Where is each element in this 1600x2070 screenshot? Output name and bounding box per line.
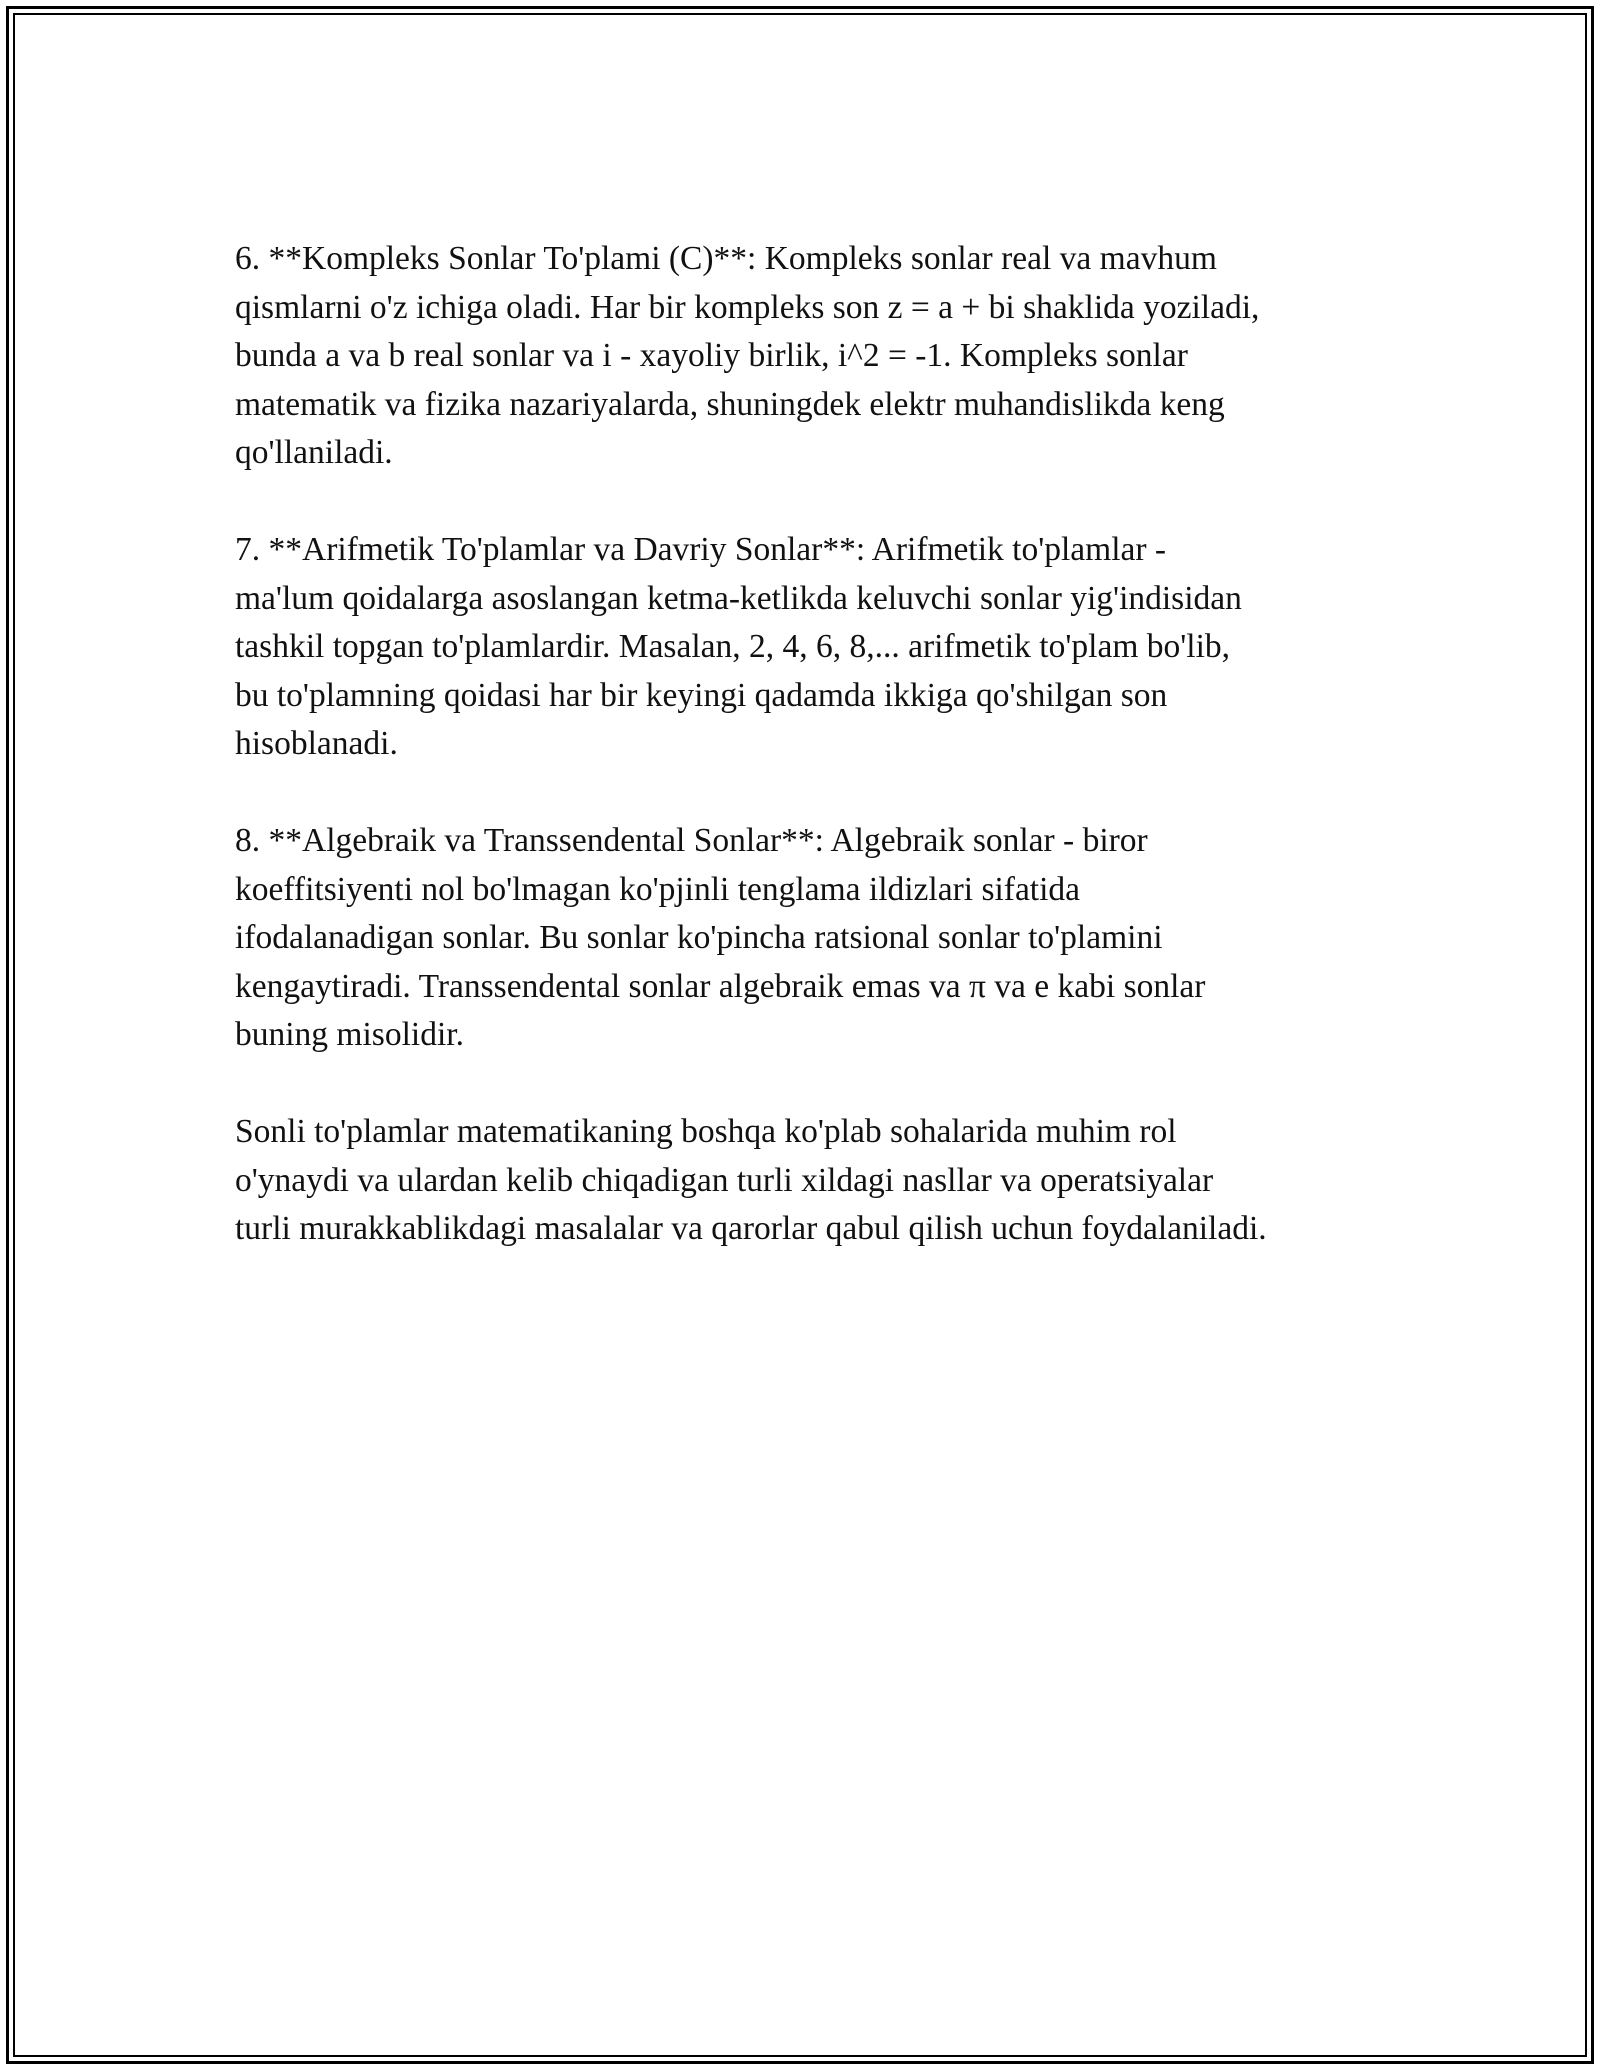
text-line: Sonli to'plamlar matematikaning boshqa ko'plab sohalarida muhim rol — [235, 1113, 1177, 1150]
paragraph-conclusion — [235, 1108, 1385, 1254]
text-line: ma'lum qoidalarga asoslangan ketma-ketlikda keluvchi sonlar yig'indisidan — [235, 579, 1242, 617]
text-line: hisoblanadi. — [235, 725, 398, 762]
text-line: bunda a va b real sonlar va i - xayoliy birlik, i^2 = -1. Kompleks sonlar — [235, 337, 1188, 374]
text-line: bu to'plamning qoidasi har bir keyingi qadamda ikkiga qo'shilgan son — [235, 676, 1168, 714]
text-line: o'ynaydi va ulardan kelib chiqadigan turli xildagi nasllar va operatsiyalar — [235, 1161, 1214, 1199]
text-line: koeffitsiyenti nol bo'lmagan ko'pjinli tenglama ildizlari sifatida — [235, 870, 1081, 908]
text-line: 6. **Kompleks Sonlar To'plami (C)**: Kompleks sonlar real va mavhum — [235, 240, 1217, 277]
text-line: 7. **Arifmetik To'plamlar va Davriy Sonlar**: Arifmetik to'plamlar - — [235, 531, 1167, 568]
text-line: tashkil topgan to'plamlardir. Masalan, 2, 4, 6, 8,... arifmetik to'plam bo'lib, — [235, 628, 1231, 665]
text-line: matematik va fizika nazariyalarda, shuningdek elektr muhandislikda keng — [235, 385, 1225, 423]
text-line: 8. **Algebraik va Transsendental Sonlar**: Algebraik sonlar - biror — [235, 822, 1148, 859]
text-line: turli murakkablikdagi masalalar va qarorlar qabul qilish uchun foydalaniladi. — [235, 1210, 1267, 1247]
document-body — [235, 235, 1385, 1302]
paragraph-complex-numbers — [235, 235, 1385, 478]
text-line: qismlarni o'z ichiga oladi. Har bir kompleks son z = a + bi shaklida yoziladi, — [235, 288, 1260, 326]
text-line: ifodalanadigan sonlar. Bu sonlar ko'pincha ratsional sonlar to'plamini — [235, 919, 1163, 956]
text-line: qo'llaniladi. — [235, 434, 393, 471]
paragraph-algebraic-numbers — [235, 817, 1385, 1060]
text-line: buning misolidir. — [235, 1016, 464, 1053]
paragraph-arithmetic-sets — [235, 526, 1385, 769]
text-line: kengaytiradi. Transsendental sonlar algebraik emas va π va e kabi sonlar — [235, 967, 1206, 1005]
